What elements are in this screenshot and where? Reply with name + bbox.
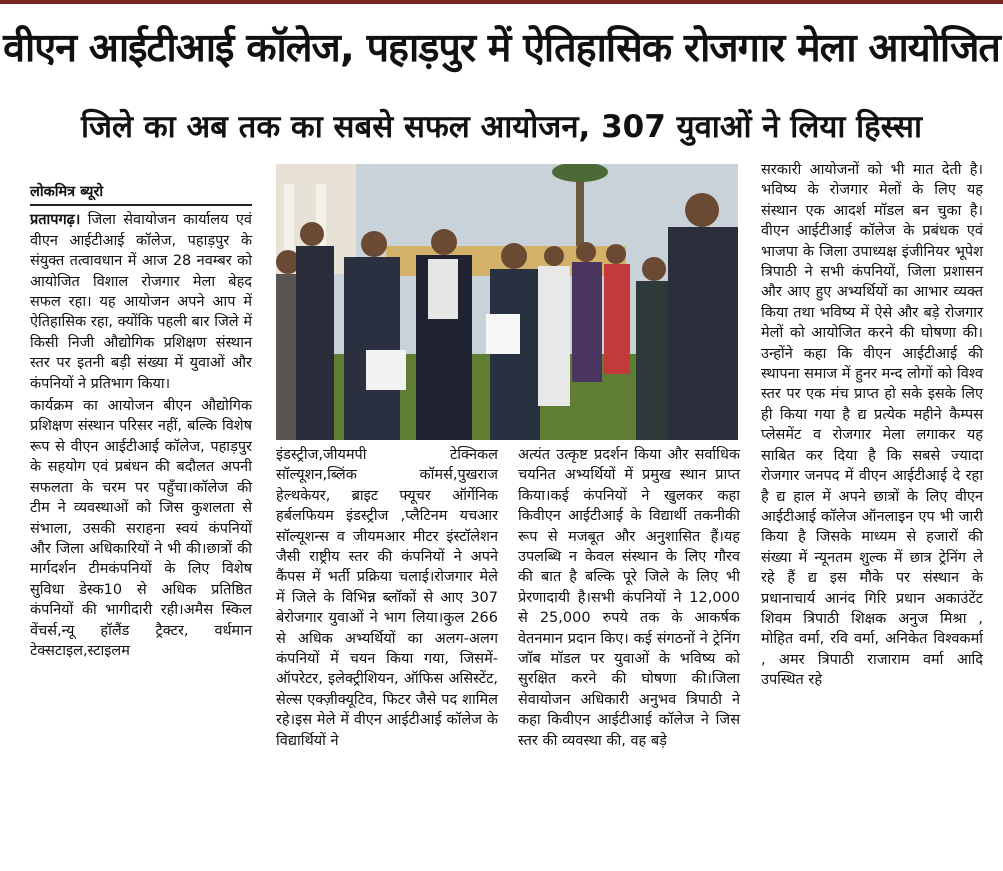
top-rule xyxy=(0,0,1003,4)
paragraph xyxy=(30,210,252,394)
certificate xyxy=(486,314,520,354)
article-column-2 xyxy=(276,445,498,751)
paragraph-text: जिला सेवायोजन कार्यालय एवं वीएन आईटीआई कॉलेज, पहाड़पुर के संयुक्त तत्वावधान में आज 28 नवम्बर को आयोजित विशाल रोजगार मेला बेहद सफल रहा। यह आयोजन अपने आप में ऐतिहासिक रहा, क्योंकि पहली बार जिले में किसी निजी औद्योगिक प्रशिक्षण संस्थान स्तर पर इतनी बड़ी संख्या में युवाओं और कंपनियों ने प्रतिभाग किया। xyxy=(30,212,252,392)
article-column-4 xyxy=(761,160,983,691)
news-photo xyxy=(276,164,738,440)
byline: लोकमित्र ब्यूरो xyxy=(30,182,252,206)
article-column-3 xyxy=(518,445,740,751)
article-column-1 xyxy=(30,182,252,661)
dateline: प्रतापगढ़। xyxy=(30,212,81,229)
photo-illustration xyxy=(276,164,738,440)
paragraph: इंडस्ट्रीज,जीयमपी टेक्निकल सॉल्यूशन,ब्लिंक कॉमर्स,पुखराज हेल्थकेयर, ब्राइट फ्यूचर ऑर्गेनिक हर्बलफियम इंडस्ट्रीज ,प्लैटिनम यचआर सॉल्यूशन्स व जीयमआर मीटर इंस्टॉलेशन जैसी राष्ट्रीय स्तर की कंपनियों ने अपने कैंपस में भर्ती प्रक्रिया चलाई।रोजगार मेले में जिले के विभिन्न ब्लॉकों से आए 307 बेरोजगार युवाओं ने भाग लिया।कुल 266 से अधिक अभ्यर्थियों का अलग-अलग कंपनियों में चयन किया गया, जिसमें-ऑपरेटर, इलेक्ट्रीशियन, ऑफिस असिस्टेंट, सेल्स एक्ज़ीक्यूटिव, फिटर जैसे पद शामिल रहे।इस मेले में वीएन आईटीआई कॉलेज के विद्यार्थियों ने xyxy=(276,447,498,749)
subheadline: जिले का अब तक का सबसे सफल आयोजन, 307 युवाओं ने लिया हिस्सा xyxy=(81,109,922,145)
paragraph: सरकारी आयोजनों को भी मात देती है। भविष्य के रोजगार मेलों के लिए यह संस्थान एक आदर्श मॉडल बन चुका है।वीएन आईटीआई कॉलेज के प्रबंधक एवं भाजपा के जिला उपाध्यक्ष इंजीनियर भूपेश त्रिपाठी ने सभी कंपनियों, जिला प्रशासन और आए हुए अभ्यर्थियों का आभार व्यक्त किया तथा भविष्य में ऐसे और बड़े रोजगार मेलों को आयोजित करने की घोषणा की। उन्होंने कहा कि वीएन आईटीआई की स्थापना समाज में हुनर मन्द लोगों को विश्व स्तर पर एक मंच प्राप्त हो सके इसके लिए ही किया गया है द्य प्रत्येक महीने कैम्पस प्लेसमेंट व रोजगार मेला लगाकर यह साबित कर दिया है कि सबसे ज्यादा रोजगार जनपद में वीएन आईटीआई दे रहा है द्य हाल में अपने छात्रों के लिए वीएन आईटीआई कॉलेज ऑनलाइन एप भी जारी किया है जिसके माध्यम से हजारों की संख्या में न्यूनतम शुल्क में छात्र ट्रेनिंग ले रहे हैं द्य इस मौके पर संस्थान के प्रधानाचार्य आनंद गिरि प्रधान अकाउंटेंट शिवम त्रिपाठी शिक्षक अनुज मिश्रा , मोहित वर्मा, रवि वर्मा, अनिकेत विश्वकर्मा , अमर त्रिपाठी राजाराम वर्मा आदि उपस्थित रहे xyxy=(761,162,983,689)
paragraph: कार्यक्रम का आयोजन बीएन औद्योगिक प्रशिक्षण संस्थान परिसर नहीं, बल्कि विशेष रूप से वीएन आईटीआई कॉलेज, पहाड़पुर के सहयोग एवं प्रबंधन की बदौलत अपनी सफलता के चरम पर पहुँचा।कॉलेज की टीम ने व्यवस्थाओं को जिस कुशलता से संभाला, उसकी सराहना स्वयं कंपनियों और जिला अधिकारियों ने भी की।छात्रों की मार्गदर्शन टीमकंपनियों के लिए विशेष सुविधा डेस्क10 से अधिक प्रतिष्ठित कंपनियों की भागीदारी रही।अमैस स्किल वेंचर्स,न्यू हॉलैंड ट्रैक्टर, वर्धमान टेक्सटाइल,स्टाइलम xyxy=(30,398,252,659)
headline: वीएन आईटीआई कॉलेज, पहाड़पुर में ऐतिहासिक रोजगार मेला आयोजित xyxy=(3,25,1000,71)
paragraph: अत्यंत उत्कृष्ट प्रदर्शन किया और सर्वाधिक चयनित अभ्यर्थियों में प्रमुख स्थान प्राप्त किया।कई कंपनियों ने खुलकर कहा किवीएन आईटीआई के विद्यार्थी तकनीकी रूप से मजबूत और अनुशासित हैं।यह उपलब्धि न केवल संस्थान के लिए गौरव की बात है बल्कि पूरे जिले के लिए भी प्रेरणादायी है।सभी कंपनियों ने 12,000 से 25,000 रुपये तक के आकर्षक वेतनमान प्रदान किए। कई संगठनों ने ट्रेनिंग जॉब मॉडल पर युवाओं के भविष्य को सुरक्षित करने की घोषणा की।जिला सेवायोजन अधिकारी अनुभव त्रिपाठी ने कहा किवीएन आईटीआई कॉलेज ने जिस स्तर की व्यवस्था की, वह बड़े xyxy=(518,447,740,749)
